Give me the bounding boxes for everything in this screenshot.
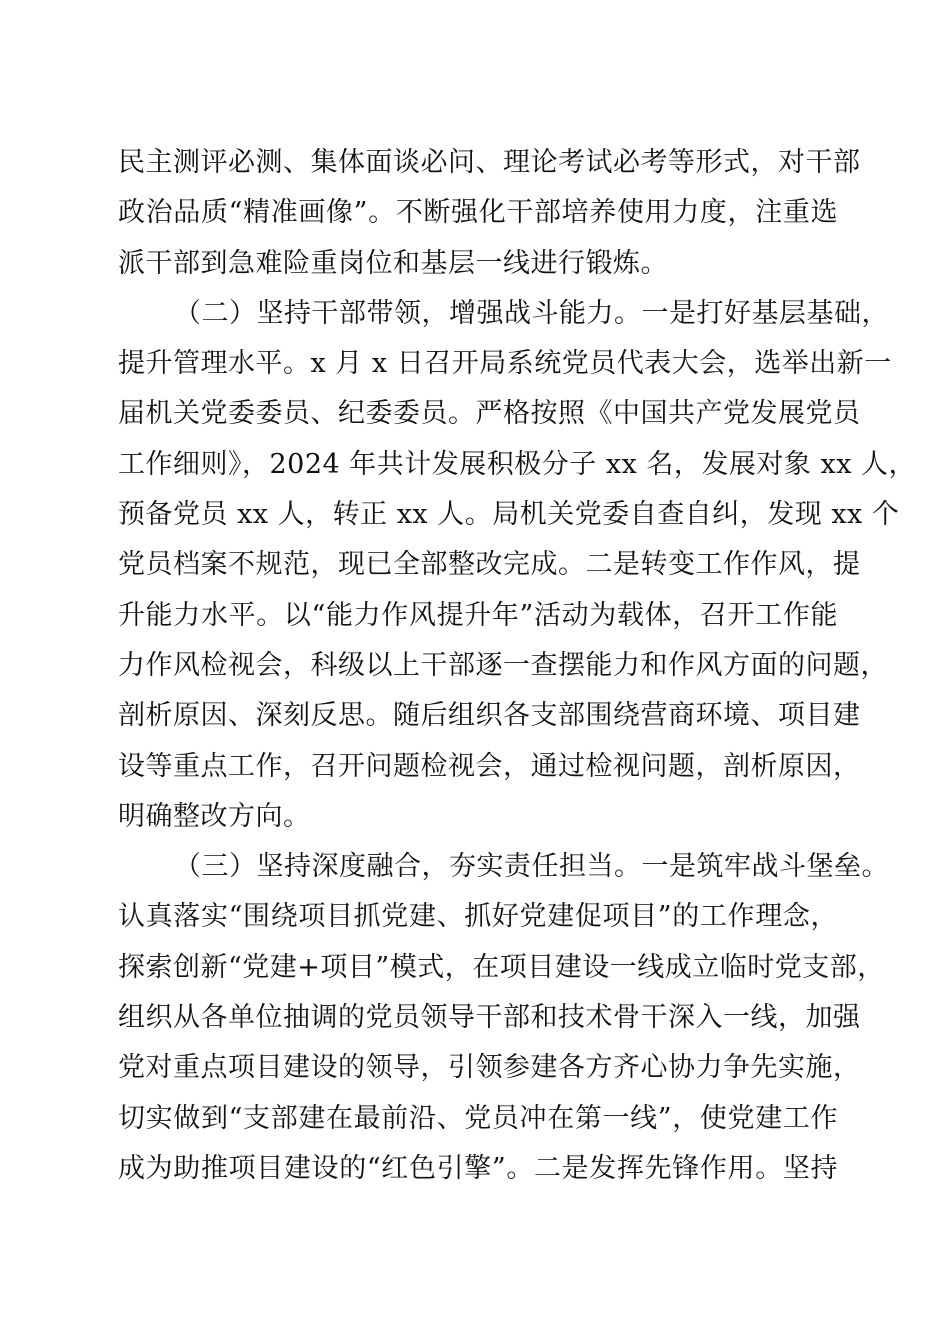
paragraph-line: 切实做到“支部建在最前沿、党员冲在第一线”，使党建工作 [118,1102,838,1134]
paragraph-line: 政治品质“精准画像”。不断强化干部培养使用力度，注重选 [118,197,838,229]
paragraph-line: 升能力水平。以“能力作风提升年”活动为载体，召开工作能 [118,599,838,631]
paragraph-1 [118,138,861,289]
paragraph-line: （三）坚持深度融合，夯实责任担当。一是筑牢战斗堡垒。 [174,851,889,883]
paragraph-line: 设等重点工作，召开问题检视会，通过检视问题，剖析原因， [118,750,861,782]
paragraph-line: 力作风检视会，科级以上干部逐一查摆能力和作风方面的问题， [118,649,888,681]
paragraph-line: 剖析原因、深刻反思。随后组织各支部围绕营商环境、项目建 [118,700,861,732]
paragraph-3 [118,842,889,1194]
document-page [118,138,917,1194]
paragraph-line: 党对重点项目建设的领导，引领参建各方齐心协力争先实施， [118,1052,861,1084]
paragraph-line: 届机关党委委员、纪委委员。严格按照《中国共产党发展党员 [118,398,861,430]
paragraph-line: 探索创新“党建+项目”模式，在项目建设一线成立临时党支部， [118,951,885,983]
paragraph-line: 认真落实“围绕项目抓党建、抓好党建促项目”的工作理念， [118,901,838,933]
paragraph-line: 组织从各单位抽调的党员领导干部和技术骨干深入一线，加强 [118,1002,861,1034]
paragraph-line: 派干部到急难险重岗位和基层一线进行锻炼。 [118,247,668,279]
paragraph-line: 成为助推项目建设的“红色引擎”。二是发挥先锋作用。坚持 [118,1152,838,1184]
paragraph-2 [118,289,917,842]
paragraph-line: 明确整改方向。 [118,800,311,832]
paragraph-line: 党员档案不规范，现已全部整改完成。二是转变工作作风，提 [118,549,861,581]
paragraph-line: 预备党员 xx 人，转正 xx 人。局机关党委自查自纠，发现 xx 个 [118,499,900,531]
paragraph-line: （二）坚持干部带领，增强战斗能力。一是打好基层基础， [174,297,889,329]
paragraph-line: 民主测评必测、集体面谈必问、理论考试必考等形式，对干部 [118,147,861,178]
paragraph-line: 工作细则》，2024 年共计发展积极分子 xx 名，发展对象 xx 人， [118,448,917,480]
paragraph-line: 提升管理水平。x 月 x 日召开局系统党员代表大会，选举出新一 [118,348,892,380]
